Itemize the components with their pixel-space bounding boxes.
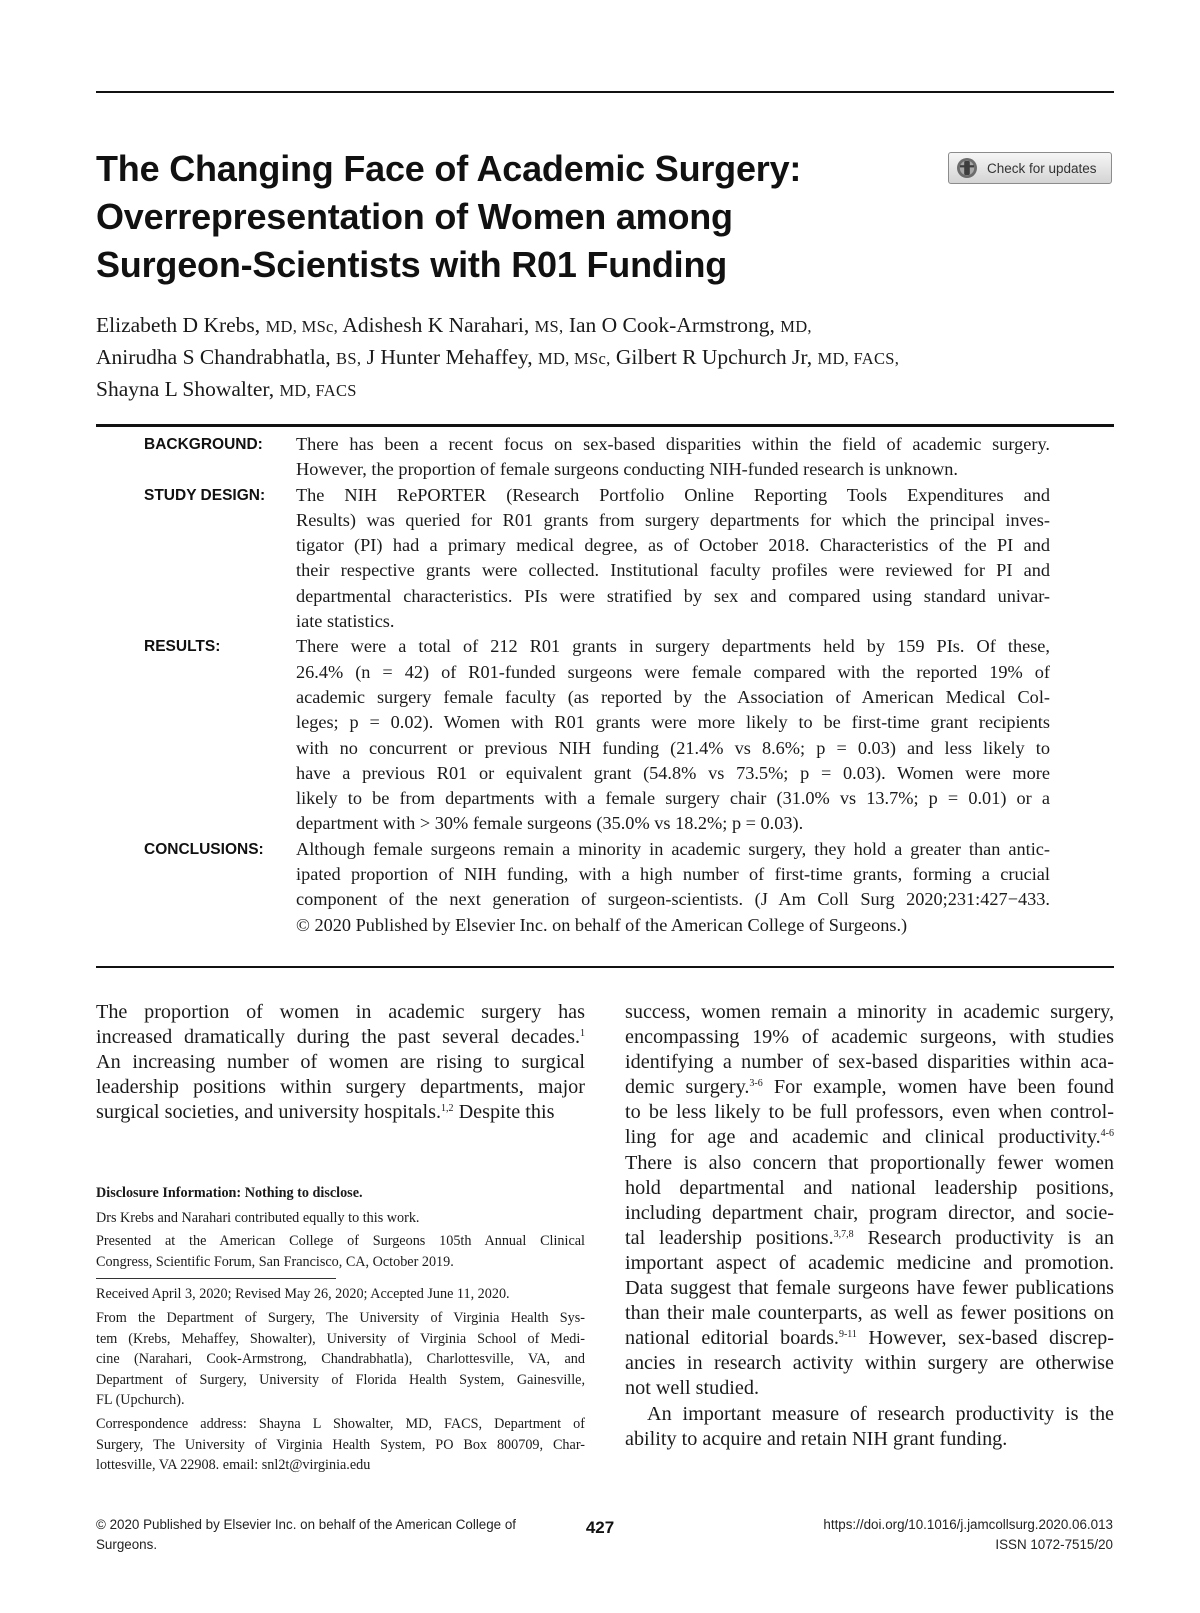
text-line: iate statistics. bbox=[296, 611, 395, 632]
body-line bbox=[625, 1301, 1114, 1326]
body-text: than their male counterparts, as well as fewer positions on bbox=[625, 1302, 1114, 1325]
abstract-section-text bbox=[296, 837, 1050, 938]
affiliation-note bbox=[96, 1308, 585, 1411]
body-text: encompassing 19% of academic surgeons, with studies bbox=[625, 1026, 1114, 1049]
text-line: tigator (PI) had a primary medical degree, as of October 2018. Characteristics of the PI and bbox=[296, 535, 1050, 556]
doi-link[interactable]: https://doi.org/10.1016/j.jamcollsurg.2020.06.013 bbox=[823, 1517, 1113, 1532]
author-name: Ian O Cook-Armstrong, bbox=[568, 313, 775, 337]
citation-ref[interactable]: 4-6 bbox=[1100, 1128, 1114, 1140]
top-rule bbox=[96, 91, 1114, 93]
text-line: leges; p = 0.02). Women with R01 grants were more likely to be first-time grant recipients bbox=[296, 712, 1050, 733]
abstract-section-label: STUDY DESIGN: bbox=[144, 486, 266, 504]
text-line: ipated proportion of NIH funding, with a high number of first-time grants, forming a crucial bbox=[296, 864, 1050, 885]
body-text: national editorial boards. bbox=[625, 1327, 839, 1350]
correspondence-note bbox=[96, 1414, 585, 1476]
body-text: not well studied. bbox=[625, 1377, 760, 1400]
body-line bbox=[625, 1326, 1114, 1351]
text-line: Presented at the American College of Surgeons 105th Annual Clinical bbox=[96, 1233, 585, 1250]
author-name: J Hunter Mehaffey, bbox=[366, 345, 533, 369]
body-line bbox=[625, 1351, 1114, 1376]
body-text: ling for age and academic and clinical productivity. bbox=[625, 1126, 1101, 1149]
author-name: Elizabeth D Krebs, bbox=[96, 313, 261, 337]
footer-copyright bbox=[96, 1515, 576, 1555]
body-text: demic surgery. bbox=[625, 1076, 750, 1099]
text-line: There has been a recent focus on sex-based disparities within the field of academic surgery. bbox=[296, 434, 1050, 454]
text-line: Results) was queried for R01 grants from surgery departments for which the principal inves- bbox=[296, 509, 1050, 530]
text-line: Congress, Scientific Forum, San Francisco, CA, October 2019. bbox=[96, 1253, 454, 1270]
body-text: including department chair, program director, and socie- bbox=[625, 1201, 1114, 1224]
footnotes bbox=[96, 1183, 585, 1479]
body-text: to be less likely to be full professors, even when control- bbox=[625, 1101, 1114, 1124]
copyright-line: © 2020 Published by Elsevier Inc. on behalf of the American College of bbox=[96, 1517, 517, 1532]
text-line: Surgery, The University of Virginia Health System, PO Box 800709, Char- bbox=[96, 1436, 585, 1453]
body-text: Despite this bbox=[453, 1101, 555, 1124]
body-text: Data suggest that female surgeons have fewer publications bbox=[625, 1277, 1114, 1300]
copyright-line: Surgeons. bbox=[96, 1537, 158, 1552]
body-line bbox=[625, 1050, 1114, 1075]
body-text: For example, women have been found bbox=[762, 1076, 1114, 1099]
author-degrees: MD, FACS, bbox=[817, 349, 900, 368]
text-line: cine (Narahari, Cook-Armstrong, Chandrabhatla), Charlottesville, VA, and bbox=[96, 1351, 585, 1368]
body-text: However, sex-based discrep- bbox=[856, 1327, 1114, 1350]
text-line: lottesville, VA 22908. email: snl2t@virginia.edu bbox=[96, 1457, 371, 1474]
equal-contribution-note: Drs Krebs and Narahari contributed equally to this work. bbox=[96, 1209, 420, 1226]
author-degrees: MD, bbox=[780, 317, 812, 336]
citation-ref[interactable]: 1,2 bbox=[441, 1103, 454, 1115]
body-text: hold departmental and national leadership positions, bbox=[625, 1176, 1114, 1199]
article-title bbox=[96, 145, 916, 289]
footer-identifiers bbox=[700, 1515, 1113, 1555]
body-line bbox=[625, 1151, 1114, 1176]
body-line bbox=[96, 1050, 585, 1075]
body-column-right bbox=[625, 1000, 1114, 1452]
body-text: increased dramatically during the past several decades. bbox=[96, 1026, 580, 1049]
body-text: identifying a number of sex-based disparities within aca- bbox=[625, 1051, 1114, 1074]
body-text: ancies in research activity within surgery are otherwise bbox=[625, 1352, 1114, 1375]
author-name: Gilbert R Upchurch Jr, bbox=[615, 345, 813, 369]
abstract-study-design bbox=[144, 483, 1050, 635]
disclosure-note: Disclosure Information: Nothing to disclose. bbox=[96, 1185, 363, 1201]
issn: ISSN 1072-7515/20 bbox=[995, 1537, 1113, 1552]
text-line: likely to be from departments with a female surgery chair (31.0% vs 13.7%; p = 0.01) or a bbox=[296, 788, 1050, 809]
check-for-updates-button[interactable] bbox=[948, 152, 1112, 184]
abstract-top-rule bbox=[96, 424, 1114, 427]
body-text: surgical societies, and university hospitals. bbox=[96, 1101, 442, 1124]
author-line bbox=[96, 374, 1106, 406]
body-line bbox=[625, 1402, 1114, 1427]
author-degrees: BS, bbox=[336, 349, 362, 368]
citation-ref[interactable]: 3,7,8 bbox=[833, 1228, 854, 1240]
text-line: FL (Upchurch). bbox=[96, 1392, 185, 1409]
body-line bbox=[96, 1075, 585, 1100]
abstract-section-text bbox=[296, 634, 1050, 836]
author-list bbox=[96, 310, 1106, 406]
title-line: The Changing Face of Academic Surgery: bbox=[96, 148, 802, 189]
body-line bbox=[96, 1100, 585, 1125]
text-line: There were a total of 212 R01 grants in surgery departments held by 159 PIs. Of these, bbox=[296, 636, 1050, 657]
text-line: © 2020 Published by Elsevier Inc. on behalf of the American College of Surgeons.) bbox=[296, 914, 908, 935]
body-line bbox=[625, 1276, 1114, 1301]
author-name: Anirudha S Chandrabhatla, bbox=[96, 345, 331, 369]
body-line bbox=[625, 1427, 1114, 1452]
body-line bbox=[625, 1000, 1114, 1025]
body-text: leadership positions within surgery departments, major bbox=[96, 1076, 585, 1099]
body-line bbox=[625, 1125, 1114, 1150]
body-text: tal leadership positions. bbox=[625, 1226, 834, 1249]
text-line: academic surgery female faculty (as reported by the Association of American Medical Col- bbox=[296, 686, 1050, 707]
text-line: Correspondence address: Shayna L Showalter, MD, FACS, Department of bbox=[96, 1415, 585, 1432]
footnote-divider bbox=[96, 1278, 336, 1279]
text-line: tem (Krebs, Mehaffey, Showalter), University of Virginia School of Medi- bbox=[96, 1330, 585, 1347]
body-line bbox=[625, 1176, 1114, 1201]
text-line: departmental characteristics. PIs were stratified by sex and compared using standard univar- bbox=[296, 585, 1050, 606]
text-line: Although female surgeons remain a minority in academic surgery, they hold a greater than antic- bbox=[296, 838, 1050, 859]
title-line: Overrepresentation of Women among bbox=[96, 196, 733, 237]
body-line bbox=[96, 1025, 585, 1050]
body-line bbox=[625, 1251, 1114, 1276]
title-line: Surgeon-Scientists with R01 Funding bbox=[96, 244, 728, 285]
abstract bbox=[144, 432, 1050, 938]
body-column-left bbox=[96, 1000, 585, 1125]
received-note: Received April 3, 2020; Revised May 26, 2020; Accepted June 11, 2020. bbox=[96, 1286, 510, 1303]
text-line: with no concurrent or previous NIH funding (21.4% vs 8.6%; p = 0.03) and less likely to bbox=[296, 737, 1050, 758]
body-line bbox=[625, 1201, 1114, 1226]
body-text: The proportion of women in academic surgery has bbox=[96, 1001, 585, 1023]
abstract-section-label: CONCLUSIONS: bbox=[144, 840, 264, 858]
text-line: 26.4% (n = 42) of R01-funded surgeons were female compared with the reported 19% of bbox=[296, 661, 1050, 682]
text-line: department with > 30% female surgeons (35.0% vs 18.2%; p = 0.03). bbox=[296, 813, 804, 834]
author-degrees: MD, MSc, bbox=[265, 317, 339, 336]
author-line bbox=[96, 342, 1106, 374]
text-line: The NIH RePORTER (Research Portfolio Online Reporting Tools Expenditures and bbox=[296, 484, 1050, 505]
author-degrees: MS, bbox=[534, 317, 564, 336]
text-line: Department of Surgery, University of Florida Health System, Gainesville, bbox=[96, 1371, 585, 1388]
body-line bbox=[625, 1075, 1114, 1100]
body-text: important aspect of academic medicine and promotion. bbox=[625, 1251, 1114, 1274]
author-line bbox=[96, 310, 1106, 342]
page-number: 427 bbox=[585, 1518, 615, 1537]
text-line: their respective grants were collected. Institutional faculty profiles were reviewed for PI and bbox=[296, 560, 1050, 581]
text-line: From the Department of Surgery, The University of Virginia Health Sys- bbox=[96, 1309, 585, 1326]
abstract-section-text bbox=[296, 432, 1050, 483]
body-line bbox=[625, 1376, 1114, 1401]
body-line bbox=[625, 1025, 1114, 1050]
abstract-section-text bbox=[296, 483, 1050, 635]
citation-ref[interactable]: 3-6 bbox=[749, 1078, 763, 1090]
presented-note bbox=[96, 1231, 585, 1272]
abstract-results bbox=[144, 634, 1050, 836]
author-name: Adishesh K Narahari, bbox=[342, 313, 530, 337]
body-text: Research productivity is an bbox=[853, 1226, 1114, 1249]
text-line: However, the proportion of female surgeons conducting NIH-funded research is unknown. bbox=[296, 459, 958, 480]
body-text: success, women remain a minority in academic surgery, bbox=[625, 1001, 1114, 1023]
body-line bbox=[625, 1100, 1114, 1125]
author-degrees: MD, MSc, bbox=[537, 349, 611, 368]
abstract-section-label: BACKGROUND: bbox=[144, 436, 263, 453]
citation-ref[interactable]: 9-11 bbox=[838, 1329, 857, 1341]
abstract-background bbox=[144, 432, 1050, 483]
check-for-updates-label: Check for updates bbox=[987, 160, 1097, 176]
body-text: There is also concern that proportionally fewer women bbox=[625, 1151, 1114, 1174]
body-line bbox=[625, 1226, 1114, 1251]
body-text: An important measure of research productivity is the bbox=[647, 1402, 1114, 1425]
crossmark-icon bbox=[956, 157, 978, 179]
author-name: Shayna L Showalter, bbox=[96, 377, 275, 401]
abstract-section-label: RESULTS: bbox=[144, 638, 221, 656]
body-text: An increasing number of women are rising to surgical bbox=[96, 1051, 585, 1074]
body-line bbox=[96, 1000, 585, 1025]
citation-ref[interactable]: 1 bbox=[580, 1028, 585, 1040]
author-degrees: MD, FACS bbox=[279, 381, 357, 400]
text-line: have a previous R01 or equivalent grant (54.8% vs 73.5%; p = 0.03). Women were more bbox=[296, 762, 1050, 783]
abstract-conclusions bbox=[144, 837, 1050, 938]
abstract-bottom-rule bbox=[96, 966, 1114, 968]
body-text: ability to acquire and retain NIH grant funding. bbox=[625, 1427, 1008, 1450]
text-line: component of the next generation of surgeon-scientists. (J Am Coll Surg 2020;231:427−433. bbox=[296, 889, 1050, 910]
